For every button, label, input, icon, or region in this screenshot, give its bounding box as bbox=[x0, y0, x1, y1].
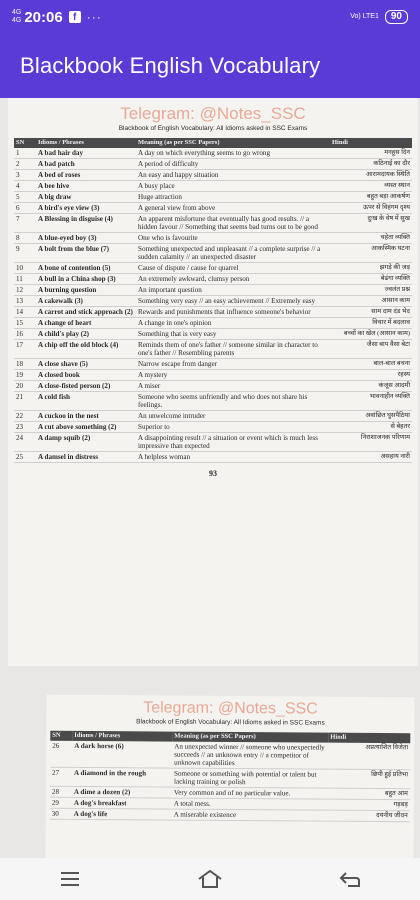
back-button[interactable] bbox=[330, 864, 370, 894]
column-header: Meaning (as per SSC Papers) bbox=[136, 138, 330, 148]
meaning-cell: An unwelcome intruder bbox=[136, 411, 330, 422]
idiom-cell: A close-fisted person (2) bbox=[36, 381, 136, 392]
meaning-cell: A total mess. bbox=[172, 798, 328, 810]
idiom-cell: A cold fish bbox=[36, 392, 136, 411]
serial-number: 4 bbox=[14, 181, 36, 192]
table-row bbox=[14, 381, 412, 392]
hindi-cell: ज्वलंत प्रश्न bbox=[330, 285, 412, 296]
idiom-cell: A cakewalk (3) bbox=[36, 296, 136, 307]
idiom-cell: A dime a dozen (2) bbox=[72, 786, 172, 798]
status-bar bbox=[0, 0, 420, 34]
meaning-cell: Huge attraction bbox=[136, 192, 330, 203]
hindi-cell: दयनीय जीवन bbox=[328, 810, 410, 822]
meaning-cell: A mystery bbox=[136, 370, 330, 381]
serial-number: 16 bbox=[14, 329, 36, 340]
idiom-cell: A damp squib (2) bbox=[36, 433, 136, 452]
serial-number: 30 bbox=[50, 808, 72, 819]
idiom-cell: A bone of contention (5) bbox=[36, 263, 136, 274]
serial-number: 18 bbox=[14, 359, 36, 370]
system-nav-bar bbox=[0, 858, 420, 900]
table-row bbox=[14, 452, 412, 463]
serial-number: 21 bbox=[14, 392, 36, 411]
serial-number: 3 bbox=[14, 170, 36, 181]
serial-number: 26 bbox=[50, 741, 72, 768]
idiom-cell: A close shave (5) bbox=[36, 359, 136, 370]
meaning-cell: A period of difficulty bbox=[136, 159, 330, 170]
meaning-cell: One who is favourite bbox=[136, 233, 330, 244]
table-row bbox=[14, 329, 412, 340]
idiom-cell: A bird's eye view (3) bbox=[36, 203, 136, 214]
telegram-watermark: Telegram: @Notes_SSC bbox=[120, 104, 306, 123]
pdf-page-94 bbox=[45, 695, 414, 858]
hindi-cell: साम दाम दंड भेद bbox=[330, 307, 412, 318]
hindi-cell: व्यस्त स्थान bbox=[330, 181, 412, 192]
idiom-cell: A dog's breakfast bbox=[72, 797, 172, 809]
signal-2-label: 4G bbox=[12, 17, 22, 24]
app-title: Blackbook English Vocabulary bbox=[20, 53, 321, 78]
serial-number: 20 bbox=[14, 381, 36, 392]
table-row bbox=[14, 203, 412, 214]
column-header: Idioms / Phrases bbox=[72, 731, 172, 742]
idiom-cell: A cut above something (2) bbox=[36, 422, 136, 433]
table-row bbox=[14, 244, 412, 263]
signal-indicator bbox=[12, 9, 21, 25]
idiom-cell: A damsel in distress bbox=[36, 452, 136, 463]
telegram-watermark: Telegram: @Notes_SSC bbox=[143, 699, 318, 718]
meaning-cell: Something very easy // an easy achievement // Extremely easy bbox=[136, 296, 330, 307]
table-row bbox=[14, 422, 412, 433]
table-row bbox=[14, 411, 412, 422]
idiom-cell: A bad hair day bbox=[36, 148, 136, 159]
serial-number: 23 bbox=[14, 422, 36, 433]
recents-icon bbox=[59, 871, 81, 887]
table-row bbox=[14, 233, 412, 244]
idiom-cell: A bull in a China shop (3) bbox=[36, 274, 136, 285]
battery-icon: 90 bbox=[385, 10, 408, 24]
hindi-cell: विचार में बदलाव bbox=[330, 318, 412, 329]
serial-number: 12 bbox=[14, 285, 36, 296]
table-row bbox=[14, 214, 412, 233]
hindi-cell: चहेता व्यक्ति bbox=[330, 233, 412, 244]
idiom-cell: A chip off the old block (4) bbox=[36, 340, 136, 359]
meaning-cell: A busy place bbox=[136, 181, 330, 192]
idioms-table bbox=[50, 731, 411, 823]
hindi-cell: बहुत बड़ा आकर्षण bbox=[330, 192, 412, 203]
page-subtitle: Blackbook of English Vocabulary: All Idioms asked in SSC Exams bbox=[136, 718, 325, 727]
idiom-cell: A bee hive bbox=[36, 181, 136, 192]
home-icon bbox=[197, 869, 223, 889]
idiom-cell: A dog's life bbox=[72, 808, 172, 820]
serial-number: 24 bbox=[14, 433, 36, 452]
serial-number: 1 bbox=[14, 148, 36, 159]
meaning-cell: A miser bbox=[136, 381, 330, 392]
page-number: 93 bbox=[209, 469, 217, 478]
serial-number: 22 bbox=[14, 411, 36, 422]
home-button[interactable] bbox=[190, 864, 230, 894]
meaning-cell: An unexpected winner // someone who unexpectedly succeeds // an unknown entry // a competitor of unknown capabilities bbox=[172, 742, 328, 770]
meaning-cell: Someone who seems unfriendly and who does not share his feelings. bbox=[136, 392, 330, 411]
hindi-cell: भावनाहीन व्यक्ति bbox=[330, 392, 412, 411]
table-row bbox=[14, 433, 412, 452]
table-row bbox=[14, 318, 412, 329]
meaning-cell: Rewards and punishments that influence someone's behavior bbox=[136, 307, 330, 318]
hindi-cell: छिपी हुई प्रतिभा bbox=[328, 769, 410, 789]
hindi-cell: असहाय नारी bbox=[330, 452, 412, 463]
hindi-cell: गड़बड़ bbox=[328, 799, 410, 811]
meaning-cell: Narrow escape from danger bbox=[136, 359, 330, 370]
hindi-cell: दुःख के वेष में सुख bbox=[330, 214, 412, 233]
column-header: Idioms / Phrases bbox=[36, 138, 136, 148]
table-row bbox=[14, 159, 412, 170]
meaning-cell: An easy and happy situation bbox=[136, 170, 330, 181]
hindi-cell: अवांछित घुसपैठिया bbox=[330, 411, 412, 422]
hindi-cell: बाल-बाल बचना bbox=[330, 359, 412, 370]
table-row bbox=[14, 392, 412, 411]
idiom-cell: A blue-eyed boy (3) bbox=[36, 233, 136, 244]
meaning-cell: Cause of dispute / cause for quarrel bbox=[136, 263, 330, 274]
column-header: Meaning (as per SSC Papers) bbox=[172, 732, 328, 743]
table-row bbox=[14, 307, 412, 318]
meaning-cell: A disappointing result // a situation or event which is much less impressive than expected bbox=[136, 433, 330, 452]
meaning-cell: An extremely awkward, clumsy person bbox=[136, 274, 330, 285]
idiom-cell: A big draw bbox=[36, 192, 136, 203]
pdf-viewer[interactable] bbox=[0, 98, 420, 858]
idiom-cell: A closed book bbox=[36, 370, 136, 381]
pdf-page-93 bbox=[8, 98, 418, 666]
serial-number: 10 bbox=[14, 263, 36, 274]
meaning-cell: Superior to bbox=[136, 422, 330, 433]
meaning-cell: Reminds them of one's father // someone similar in character to one's father // Resembling parents bbox=[136, 340, 330, 359]
recents-button[interactable] bbox=[50, 864, 90, 894]
table-row bbox=[50, 808, 410, 822]
table-row bbox=[14, 274, 412, 285]
meaning-cell: Something that is very easy bbox=[136, 329, 330, 340]
meaning-cell: An apparent misfortune that eventually has good results. // a hidden favour // Something that seems bad turns out to be good bbox=[136, 214, 330, 233]
idiom-cell: A bad patch bbox=[36, 159, 136, 170]
hindi-cell: बेढंगा व्यक्ति bbox=[330, 274, 412, 285]
serial-number: 8 bbox=[14, 233, 36, 244]
hindi-cell: झगड़े की जड़ bbox=[330, 263, 412, 274]
table-row bbox=[50, 741, 410, 770]
serial-number: 11 bbox=[14, 274, 36, 285]
column-header: SN bbox=[14, 138, 36, 148]
serial-number: 27 bbox=[50, 767, 72, 786]
table-row bbox=[14, 340, 412, 359]
hindi-cell: बहुत आम bbox=[328, 788, 410, 800]
serial-number: 2 bbox=[14, 159, 36, 170]
table-row bbox=[14, 285, 412, 296]
meaning-cell: A helpless woman bbox=[136, 452, 330, 463]
table-row bbox=[50, 767, 410, 789]
hindi-cell: से बेहतर bbox=[330, 422, 412, 433]
more-notifications-icon: ··· bbox=[86, 10, 102, 24]
serial-number: 17 bbox=[14, 340, 36, 359]
table-row bbox=[14, 370, 412, 381]
serial-number: 15 bbox=[14, 318, 36, 329]
idiom-cell: A Blessing in disguise (4) bbox=[36, 214, 136, 233]
hindi-cell: आरामदायक स्थिति bbox=[330, 170, 412, 181]
idiom-cell: A cuckoo in the nest bbox=[36, 411, 136, 422]
serial-number: 14 bbox=[14, 307, 36, 318]
meaning-cell: Very common and of no particular value. bbox=[172, 787, 328, 799]
idiom-cell: A change of heart bbox=[36, 318, 136, 329]
idiom-cell: A child's play (2) bbox=[36, 329, 136, 340]
app-bar bbox=[0, 34, 420, 98]
signal-1-label: 4G bbox=[12, 9, 22, 16]
meaning-cell: A miserable existence bbox=[172, 809, 328, 821]
column-header: Hindi bbox=[330, 138, 412, 148]
volte-indicator: Vo) LTE1 bbox=[350, 13, 379, 20]
serial-number: 13 bbox=[14, 296, 36, 307]
meaning-cell: A change in one's opinion bbox=[136, 318, 330, 329]
serial-number: 19 bbox=[14, 370, 36, 381]
serial-number: 29 bbox=[50, 797, 72, 808]
hindi-cell: मनहूस दिन bbox=[330, 148, 412, 159]
hindi-cell: जैसा बाप वैसा बेटा bbox=[330, 340, 412, 359]
serial-number: 6 bbox=[14, 203, 36, 214]
hindi-cell: निराशाजनक परिणाम bbox=[330, 433, 412, 452]
idiom-cell: A dark horse (6) bbox=[72, 741, 172, 768]
hindi-cell: कंजूस आदमी bbox=[330, 381, 412, 392]
back-icon bbox=[338, 870, 362, 888]
hindi-cell: ऊपर से विहंगम दृश्य bbox=[330, 203, 412, 214]
table-row bbox=[14, 263, 412, 274]
table-row bbox=[14, 170, 412, 181]
table-row bbox=[14, 359, 412, 370]
hindi-cell: रहस्य bbox=[330, 370, 412, 381]
hindi-cell: बच्चों का खेल (आसान काम) bbox=[330, 329, 412, 340]
clock: 20:06 bbox=[24, 8, 63, 26]
serial-number: 5 bbox=[14, 192, 36, 203]
hindi-cell: अप्रत्याशित विजेता bbox=[328, 743, 410, 770]
meaning-cell: A day on which everything seems to go wrong bbox=[136, 148, 330, 159]
column-header: Hindi bbox=[328, 733, 410, 744]
page-subtitle: Blackbook of English Vocabulary: All Idioms asked in SSC Exams bbox=[118, 125, 308, 132]
facebook-icon: f bbox=[69, 11, 81, 23]
meaning-cell: Someone or something with potential or talent but lacking training or polish bbox=[172, 768, 328, 788]
serial-number: 9 bbox=[14, 244, 36, 263]
table-row bbox=[14, 192, 412, 203]
table-row bbox=[14, 296, 412, 307]
hindi-cell: आकस्मिक घटना bbox=[330, 244, 412, 263]
idioms-table bbox=[14, 138, 412, 463]
meaning-cell: Something unexpected and unpleasant // a complete surprise // a sudden calamity // an unexpected disaster bbox=[136, 244, 330, 263]
table-row bbox=[14, 181, 412, 192]
serial-number: 7 bbox=[14, 214, 36, 233]
hindi-cell: कठिनाई का दौर bbox=[330, 159, 412, 170]
table-row bbox=[14, 148, 412, 159]
meaning-cell: An important question bbox=[136, 285, 330, 296]
column-header: SN bbox=[50, 731, 72, 741]
meaning-cell: A general view from above bbox=[136, 203, 330, 214]
idiom-cell: A bolt from the blue (7) bbox=[36, 244, 136, 263]
serial-number: 25 bbox=[14, 452, 36, 463]
idiom-cell: A carrot and stick approach (2) bbox=[36, 307, 136, 318]
idiom-cell: A diamond in the rough bbox=[72, 767, 172, 787]
hindi-cell: आसान काम bbox=[330, 296, 412, 307]
idiom-cell: A bed of roses bbox=[36, 170, 136, 181]
idiom-cell: A burning question bbox=[36, 285, 136, 296]
serial-number: 28 bbox=[50, 786, 72, 797]
